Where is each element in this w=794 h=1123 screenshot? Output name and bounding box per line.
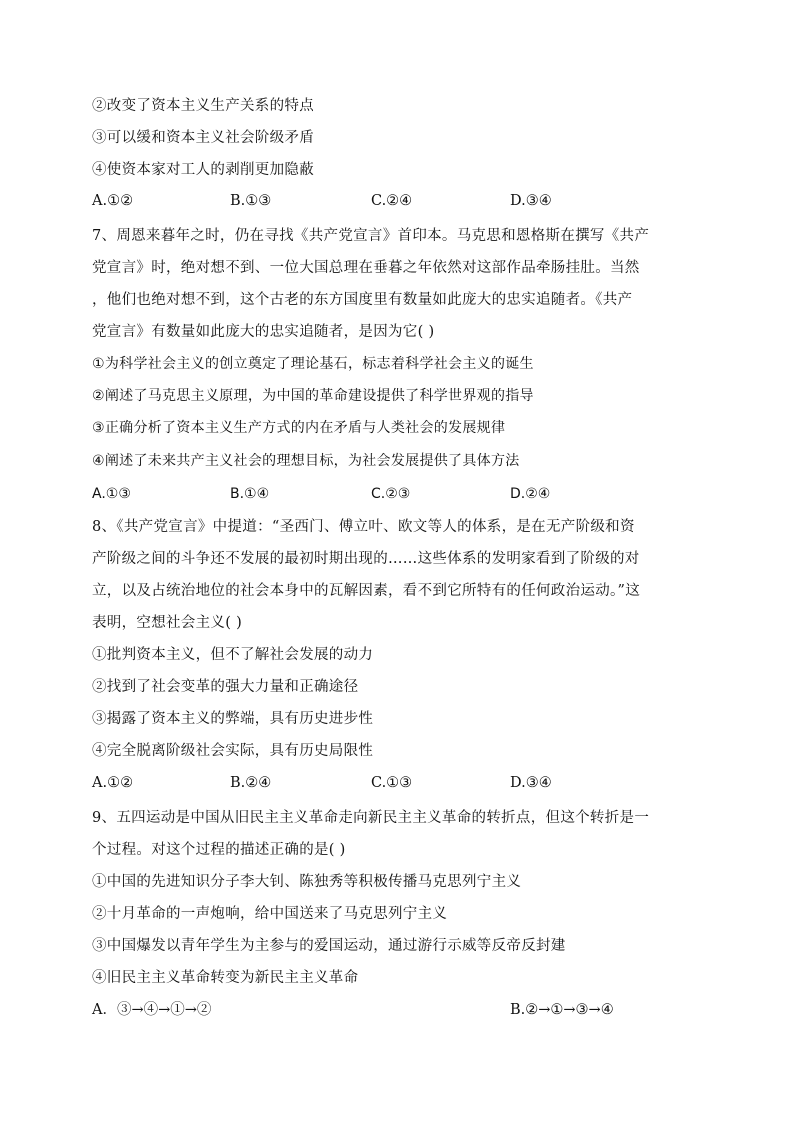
q8-statement-4: ④完全脱离阶级社会实际，具有历史局限性 [92, 743, 374, 759]
q8-stem-line-1: 8、《共产党宣言》中提道：“圣西门、傅立叶、欧文等人的体系，是在无产阶级和资 [92, 519, 635, 535]
q8-option-a: A.①② [92, 775, 134, 791]
q7-option-b: B.①④ [230, 486, 270, 502]
q7-options [92, 484, 712, 504]
q8-option-d: D.③④ [510, 775, 552, 791]
q6-option-a: A.①② [92, 193, 134, 209]
q8-stem-line-2: 产阶级之间的斗争还不发展的最初时期出现的……这些体系的发明家看到了阶级的对 [92, 551, 640, 567]
q9-option-b: B.②→①→③→④ [510, 1002, 614, 1018]
q6-options [92, 191, 712, 211]
q9-stem-line-2: 个过程。对这个过程的描述正确的是( ) [92, 842, 346, 858]
q9-statement-1: ①中国的先进知识分子李大钊、陈独秀等积极传播马克思列宁主义 [92, 874, 522, 890]
q6-statement-3: ③可以缓和资本主义社会阶级矛盾 [92, 130, 314, 146]
q8-option-b: B.②④ [230, 775, 272, 791]
q7-stem-line-2: 党宣言》时，绝对想不到、一位大国总理在垂暮之年依然对这部作品牵肠挂肚。当然 [92, 260, 640, 276]
q9-statement-2: ②十月革命的一声炮响，给中国送来了马克思列宁主义 [92, 906, 448, 922]
q6-statement-2: ②改变了资本主义生产关系的特点 [92, 98, 314, 114]
q7-option-c: C.②③ [371, 486, 411, 502]
q6-option-d: D.③④ [510, 193, 552, 209]
q9-stem-line-1: 9、五四运动是中国从旧民主主义革命走向新民主主义革命的转折点，但这个转折是一 [92, 810, 650, 826]
q9-statement-4: ④旧民主主义革命转变为新民主主义革命 [92, 970, 359, 986]
q9-statement-3: ③中国爆发以青年学生为主参与的爱国运动，通过游行示威等反帝反封建 [92, 938, 566, 954]
q6-statement-4: ④使资本家对工人的剥削更加隐蔽 [92, 162, 314, 178]
q7-option-d: D.②④ [510, 486, 551, 502]
q8-statement-1: ①批判资本主义，但不了解社会发展的动力 [92, 647, 374, 663]
q8-statement-2: ②找到了社会变革的强大力量和正确途径 [92, 679, 359, 695]
q8-statement-3: ③揭露了资本主义的弊端，具有历史进步性 [92, 711, 374, 727]
q6-option-c: C.②④ [371, 193, 413, 209]
q8-options [92, 773, 712, 793]
q8-stem-line-3: 立，以及占统治地位的社会本身中的瓦解因素，看不到它所特有的任何政治运动。”这 [92, 583, 641, 599]
q9-option-a: A．③→④→①→② [92, 1002, 212, 1018]
q7-statement-3: ③正确分析了资本主义生产方式的内在矛盾与人类社会的发展规律 [92, 420, 506, 436]
q8-option-c: C.①③ [371, 775, 413, 791]
q9-options [92, 1000, 712, 1020]
q7-statement-4: ④阐述了未来共产主义社会的理想目标，为社会发展提供了具体方法 [92, 453, 520, 469]
q7-statement-2: ②阐述了马克思主义原理，为中国的革命建设提供了科学世界观的指导 [92, 388, 534, 404]
q7-stem-line-1: 7、周恩来暮年之时，仍在寻找《共产党宣言》首印本。马克思和恩格斯在撰写《共产 [92, 228, 650, 244]
q7-option-a: A.①③ [92, 486, 131, 502]
q8-stem-line-4: 表明，空想社会主义( ) [92, 615, 243, 631]
q7-statement-1: ①为科学社会主义的创立奠定了理论基石，标志着科学社会主义的诞生 [92, 356, 534, 372]
q7-stem-line-4: 党宣言》有数量如此庞大的忠实追随者，是因为它( ) [92, 324, 435, 340]
q6-option-b: B.①③ [230, 193, 272, 209]
q7-stem-line-3: ，他们也绝对想不到，这个古老的东方国度里有数量如此庞大的忠实追随者。《共产 [92, 292, 633, 308]
